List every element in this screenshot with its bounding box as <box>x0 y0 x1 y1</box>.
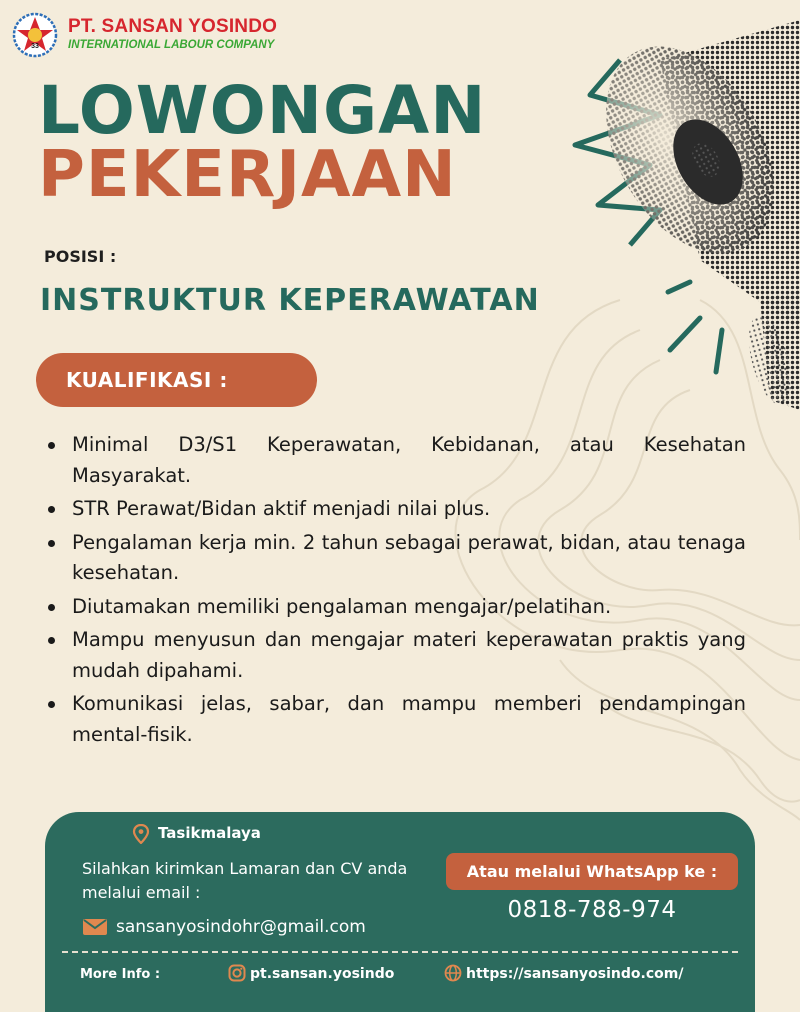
qualification-item: Diutamakan memiliki pengalaman mengajar/pelatihan. <box>40 592 746 623</box>
location-text: Tasikmalaya <box>158 824 261 842</box>
qualification-item: Minimal D3/S1 Keperawatan, Kebidanan, atau Kesehatan Masyarakat. <box>40 430 746 491</box>
position-label: POSISI : <box>44 247 117 266</box>
email-icon <box>82 917 108 937</box>
svg-text:33: 33 <box>31 43 39 50</box>
company-name: PT. SANSAN YOSINDO <box>68 16 278 37</box>
star-emblem-logo <box>12 12 58 58</box>
whatsapp-label: Atau melalui WhatsApp ke : <box>466 862 718 881</box>
company-tagline: INTERNATIONAL LABOUR COMPANY <box>68 39 275 51</box>
position-title: INSTRUKTUR KEPERAWATAN <box>40 283 540 318</box>
globe-icon <box>444 964 462 982</box>
more-info-label: More Info : <box>80 967 161 982</box>
location-pin-icon <box>132 824 150 844</box>
footer-divider <box>62 951 738 953</box>
website-link[interactable]: https://sansanyosindo.com/ <box>466 966 684 982</box>
email-link[interactable]: sansanyosindohr@gmail.com <box>116 917 366 937</box>
apply-instructions: Silahkan kirimkan Lamaran dan CV anda melalui email : <box>82 859 408 902</box>
qualification-item: Pengalaman kerja min. 2 tahun sebagai perawat, bidan, atau tenaga kesehatan. <box>40 528 746 589</box>
instagram-link[interactable]: pt.sansan.yosindo <box>250 966 395 982</box>
headline-line-1: LOWONGAN <box>38 72 487 149</box>
qualification-item: Mampu menyusun dan mengajar materi keperawatan praktis yang mudah dipahami. <box>40 625 746 686</box>
megaphone-icon <box>572 17 800 410</box>
qualification-item: Komunikasi jelas, sabar, dan mampu memberi pendampingan mental-fisik. <box>40 689 746 750</box>
qualification-item: STR Perawat/Bidan aktif menjadi nilai plus. <box>40 494 746 525</box>
instagram-icon <box>228 964 246 982</box>
qualifications-heading: KUALIFIKASI : <box>66 368 228 392</box>
phone-number[interactable]: 0818-788-974 <box>507 897 677 923</box>
headline-line-2: PEKERJAAN <box>38 138 457 212</box>
qualifications-list <box>40 430 746 753</box>
